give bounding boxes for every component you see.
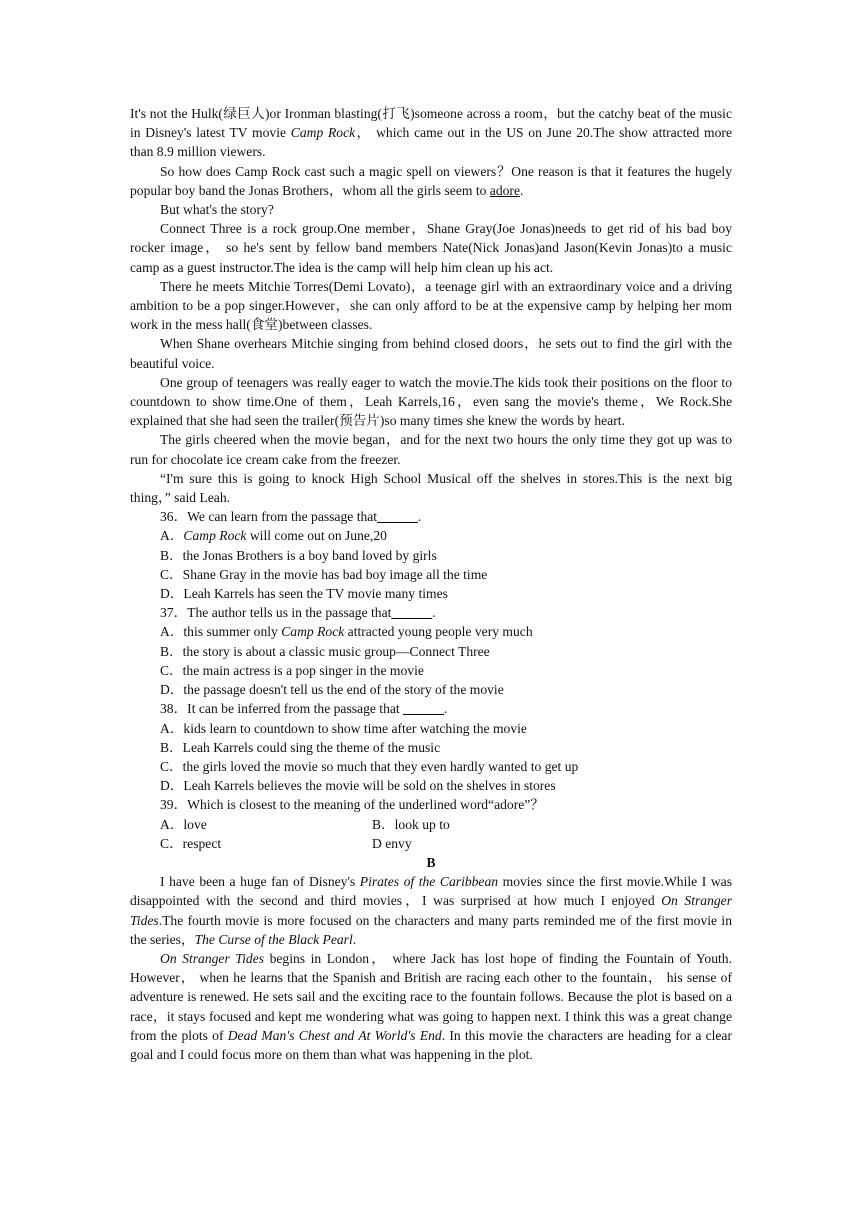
passage-a-paragraph-2: So how does Camp Rock cast such a magic spell on viewers？One reason is that it features the hugely popular boy band the Jonas Brothers，whom all the girls seem to adore. (130, 163, 732, 198)
answer-blank: ______ (377, 509, 418, 525)
question-38-option-a: A．kids learn to countdown to show time after watching the movie (160, 720, 527, 736)
question-39-option-a: A．love (160, 816, 207, 832)
question-37-option-b: B．the story is about a classic music group—Connect Three (160, 643, 490, 659)
question-39-options-row-1 (130, 815, 732, 834)
movie-title: Camp Rock (290, 125, 356, 141)
passage-b-paragraph-2: On Stranger Tides begins in London， where Jack has lost hope of finding the Fountain of Youth. However， when he learns that the Spanish and British are racing each other to the fountain， his sense of adventure is renewed. He sets sail and the exciting race to the fountain follows. Because the plot is based on a race，it stays focused and kept me wondering what was going to happen next. I think this was a great change from the plots of Dead Man's Chest and At World's End. In this movie the characters are heading for a clear goal and I could focus more on them than what was happening in the plot. (130, 950, 732, 1062)
question-37-option-a: A．this summer only Camp Rock attracted young people very much (160, 624, 533, 640)
passage-a-paragraph-7: One group of teenagers was really eager to watch the movie.The kids took their positions on the floor to countdown to show time.One of them，Leah Karrels,16，even sang the movie's theme，We Rock.She explained that she had seen the trailer(预告片)so many times she knew the words by heart. (130, 374, 732, 429)
question-37-stem: 37．The author tells us in the passage that______. (160, 605, 436, 621)
question-37-option-d: D．the passage doesn't tell us the end of the story of the movie (160, 682, 504, 698)
question-38-option-c: C．the girls loved the movie so much that they even hardly wanted to get up (160, 758, 579, 774)
underlined-word: adore (489, 182, 520, 198)
passage-a-paragraph-9: “I'm sure this is going to knock High School Musical off the shelves in stores.This is the next big thing，” said Leah. (130, 470, 732, 506)
question-36-option-b: B．the Jonas Brothers is a boy band loved by girls (160, 547, 437, 563)
passage-a-paragraph-6: When Shane overhears Mitchie singing from behind closed doors，he sets out to find the girl with the beautiful voice. (130, 336, 732, 371)
passage-a-paragraph-4: Connect Three is a rock group.One member，Shane Gray(Joe Jonas)needs to get rid of his bad boy rocker image， so he's sent by fellow band members Nate(Nick Jonas)and Jason(Kevin Jonas)to a music camp as a guest instructor.The idea is the camp will help him clean up his act. (130, 221, 732, 275)
question-39-option-d: D envy (372, 835, 412, 851)
question-38-option-b: B．Leah Karrels could sing the theme of the music (160, 739, 441, 755)
passage-a-paragraph-1: It's not the Hulk(绿巨人)or Ironman blasting(打飞)someone across a room，but the catchy beat of the music in Disney's latest TV movie Camp Rock， which came out in the US on June 20.The show attracted more than 8.9 million viewers. (130, 106, 732, 160)
passage-b-paragraph-1: I have been a huge fan of Disney's Pirates of the Caribbean movies since the first movie.While I was disappointed with the second and third movies，I was surprised at how much I enjoyed On Stranger Tides.The fourth movie is more focused on the characters and many parts reminded me of the first movie in the series，The Curse of the Black Pearl. (130, 874, 732, 947)
passage-a-paragraph-3: But what's the story? (160, 202, 274, 218)
question-37-option-c: C．the main actress is a pop singer in the movie (160, 662, 424, 678)
question-39-stem: 39．Which is closest to the meaning of the underlined word“adore”？ (160, 797, 544, 813)
question-39-options-row-2 (130, 834, 732, 853)
question-36-stem: 36．We can learn from the passage that______. (160, 509, 422, 525)
question-36-option-c: C．Shane Gray in the movie has bad boy image all the time (160, 566, 488, 582)
question-39-option-b: B．look up to (372, 816, 450, 832)
section-b-heading: B (426, 854, 436, 870)
question-38-stem: 38．It can be inferred from the passage that ______. (160, 701, 448, 717)
passage-a-paragraph-8: The girls cheered when the movie began，and for the next two hours the only time they got up was to run for chocolate ice cream cake from the freezer. (130, 432, 732, 467)
answer-blank: ______ (403, 701, 444, 717)
question-36-option-d: D．Leah Karrels has seen the TV movie many times (160, 586, 448, 602)
answer-blank: ______ (391, 605, 433, 621)
question-38-option-d: D．Leah Karrels believes the movie will be sold on the shelves in stores (160, 778, 556, 794)
question-36-option-a: A．Camp Rock will come out on June,20 (160, 528, 387, 544)
passage-a-paragraph-5: There he meets Mitchie Torres(Demi Lovato)，a teenage girl with an extraordinary voice and a driving ambition to be a pop singer.However，she can only afford to be at the expensive camp by helping her mom work in the mess hall(食堂)between classes. (130, 278, 732, 333)
question-39-option-c: C．respect (160, 835, 222, 851)
